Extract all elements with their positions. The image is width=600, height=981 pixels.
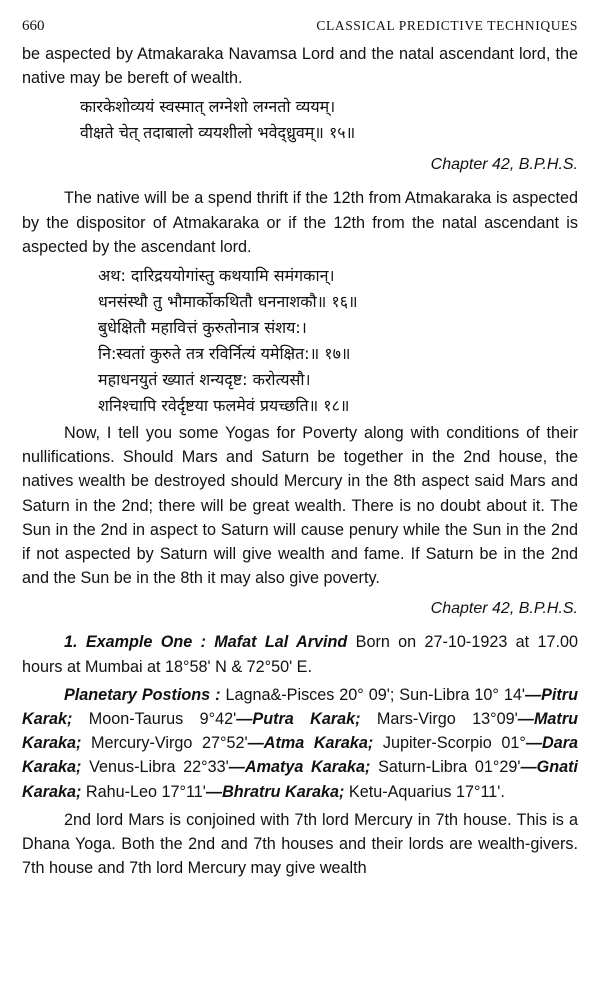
position-text: Mars-Virgo 13°09' (360, 710, 518, 729)
example-text: Born on 27-10-1923 at 17.00 hours at Mumbai at 18°58' N & 72°50' E. (22, 633, 579, 676)
positions-label: Planetary Postions : (64, 685, 221, 704)
karaka-label: —Matru Karaka; (22, 710, 579, 753)
karaka-label: —Atma Karaka; (247, 734, 374, 753)
planetary-positions (22, 683, 578, 804)
verse-line: वीक्षते चेत् तदाबालो व्ययशीलो भवेद्ध्रुवम्॥ १५॥ (80, 123, 356, 143)
sanskrit-verse-2 (22, 263, 578, 419)
karaka-label: —Amatya Karaka; (228, 758, 371, 777)
verse-line: नि:स्वतां कुरुते तत्र रविर्नित्यं यमेक्षित:॥ १७॥ (98, 344, 351, 364)
verse-line: कारकेशोव्ययं स्वस्मात् लग्नेशो लग्नतो व्ययम्। (80, 97, 336, 117)
position-text: Lagna&-Pisces 20° 09'; Sun-Libra 10° 14' (220, 685, 525, 704)
position-text: Moon-Taurus 9°42' (72, 710, 237, 729)
position-text: Jupiter-Scorpio 01° (373, 734, 526, 753)
page-header (22, 18, 578, 42)
verse-line: शनिश्चापि रवेर्दृष्टया फलमेवं प्रयच्छति॥ १८॥ (98, 396, 350, 416)
running-title: CLASSICAL PREDICTIVE TECHNIQUES (316, 18, 578, 33)
position-text: Mercury-Virgo 27°52' (81, 734, 248, 753)
position-text: Saturn-Libra 01°29' (370, 758, 521, 777)
paragraph-last: 2nd lord Mars is conjoined with 7th lord Mercury in 7th house. This is a Dhana Yoga. Both the 2nd and 7th houses and their lords are wealth-givers. 7th house and 7th lord Mercury may give wealth (22, 810, 578, 878)
karaka-label: —Pitru Karak; (22, 685, 578, 729)
verse-line: बुधेक्षितौ महावित्तं कुरुतोनात्र संशय:। (98, 318, 307, 338)
verse-line: अथ: दारिद्रययोगांस्तु कथयामि समंगकान्। (98, 266, 335, 286)
paragraph-1: be aspected by Atmakaraka Navamsa Lord and the natal ascendant lord, the native may be bereft of wealth. (22, 45, 578, 88)
karaka-label: —Putra Karak; (236, 710, 361, 729)
karaka-label: —Gnati Karaka; (22, 758, 579, 801)
page-number: 660 (22, 18, 45, 34)
karaka-label: —Dara Karaka; (22, 734, 578, 777)
sanskrit-verse-1 (22, 94, 578, 146)
karaka-label: —Bhratru Karaka; (205, 782, 345, 801)
example-paragraph (22, 630, 578, 678)
paragraph-3: Now, I tell you some Yogas for Poverty along with conditions of their nullifications. Should Mars and Saturn be together in the 2nd house, the natives wealth be destroyed should Mercury in the 8th aspect said Mars and Saturn in the 2nd; there will be great wealth. There is no doubt about it. The Sun in the 2nd in aspect to Saturn will cause penury while the Sun in the 2nd if not aspected by Saturn will give wealth and fame. If Saturn be in the 2nd and the Sun be in the 8th it may also give poverty. (22, 424, 578, 588)
position-text: Rahu-Leo 17°11' (81, 782, 206, 801)
example-heading: 1. Example One : Mafat Lal Arvind (64, 633, 348, 652)
chapter-reference-2: Chapter 42, B.P.H.S. (430, 600, 578, 618)
position-text: Venus-Libra 22°33' (81, 758, 229, 777)
verse-line: धनसंस्थौ तु भौमार्कोकथितौ धननाशकौ॥ १६॥ (98, 292, 358, 312)
position-text: Ketu-Aquarius 17°11'. (344, 782, 505, 801)
chapter-reference-1: Chapter 42, B.P.H.S. (430, 156, 578, 174)
verse-line: महाधनयुतं ख्यातं शन्यदृष्ट: करोत्यसौ। (98, 370, 311, 390)
paragraph-2: The native will be a spend thrift if the 12th from Atmakaraka is aspected by the dispositor of Atmakaraka or if the 12th from the natal ascendant is aspected by the ascendant lord. (22, 189, 578, 256)
